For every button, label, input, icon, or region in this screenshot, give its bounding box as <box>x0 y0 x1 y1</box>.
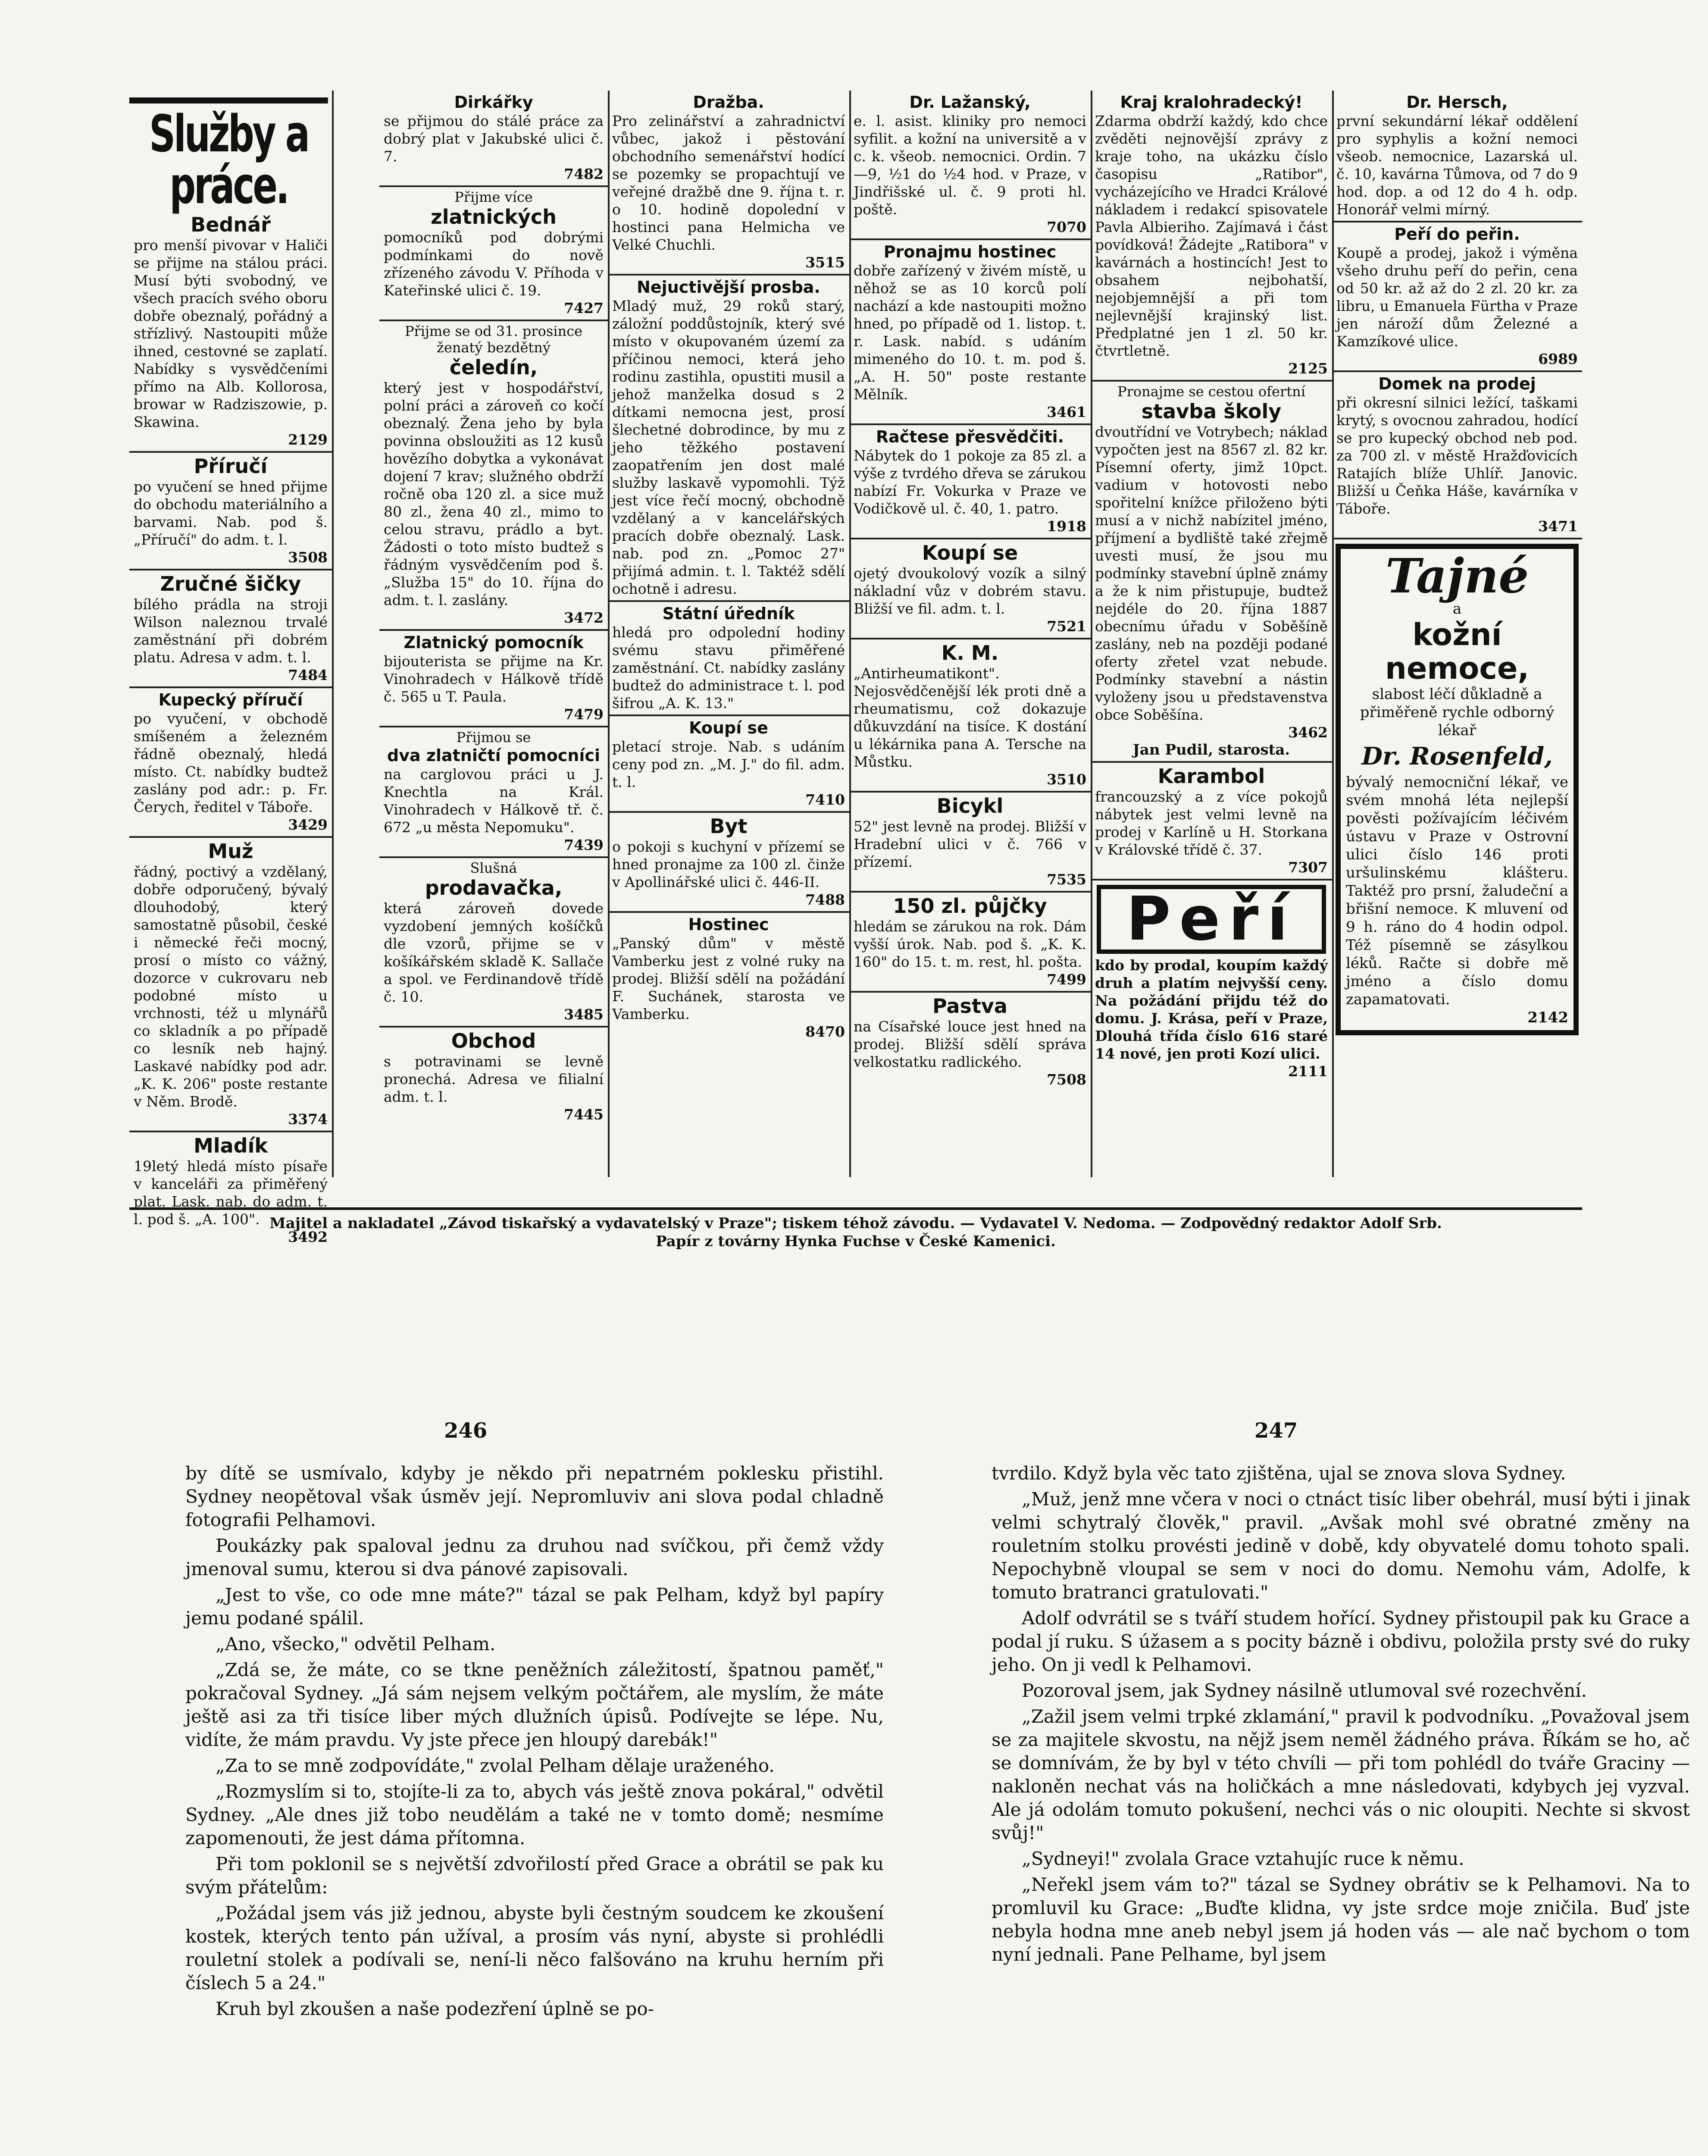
ad-heading: Dr. Hersch, <box>1406 93 1508 112</box>
box-text: slabost léčí důkladně a přiměřeně rychle odborný lékař <box>1360 686 1555 739</box>
box-title: Tajné <box>1385 548 1529 604</box>
ad-number: 2125 <box>1288 360 1328 377</box>
ad-heading: dva zlatničtí pomocníci <box>387 746 600 765</box>
ad-body: Zdarma obdrží každý, kdo chce zvěděti nejnovější zprávy z kraje toho, na ukázku číslo časopisu „Ratibor", vycházejícího ve Hradci Králové nákladem i redakcí spisovatele Pavla Albieriho. Zajímavá i část povídková! Žádejte „Ratibora" v kavárnách a hostincích! Jest to obsahem nejbohatší, nejobjemnější a při tom nejlevnější krajinský list. Předplatné jen 1 zl. 50 kr. čtvrtletně. <box>1095 113 1328 359</box>
ad-number: 7521 <box>1047 618 1086 635</box>
ad-ratibor <box>1091 91 1332 382</box>
imprint-line-1: Majitel a nakladatel „Závod tiskařský a vydavatelský v Praze"; tiskem téhož závodu. — Vydavatel V. Nedoma. — Zodpovědný redaktor Adolf Srb. <box>269 1215 1442 1232</box>
ad-number: 3472 <box>564 609 604 626</box>
ad-body: dobře zařízený v živém místě, u něhož se as 10 korců polí nachází a kde nastoupiti možno hned, po případě od 1. listop. t. r. Lask. nabíd. s udáním mimeného do 10. t. m. pod š. „A. H. 50" poste restante Mělník. <box>854 262 1086 403</box>
ad-number: 7484 <box>288 667 328 683</box>
paragraph: „Jest to vše, co ode mne máte?" tázal se pak Pelham, když byl papíry jemu podané spálil. <box>185 1584 884 1629</box>
ad-number: 2129 <box>288 431 328 448</box>
ad-heading: Státní úředník <box>662 604 795 623</box>
ad-body: „Panský dům" v městě Vamberku jest z volné ruky na prodej. Bližší sdělí na požádání F. Suchánek, starosta ve Vamberku. <box>612 935 845 1022</box>
ad-body: francouzský a z více pokojů nábytek jest velmi levně na prodej v Karlíně u H. Storkana v Královské třídě č. 37. <box>1095 788 1328 858</box>
ad-peri-do-perin <box>1332 222 1582 372</box>
ad-number: 7445 <box>564 1106 604 1123</box>
ad-heading: čeledín, <box>449 356 538 379</box>
ad-number: 3515 <box>805 254 845 271</box>
ad-body: pro menší pivovar v Haliči se přijme na stálou práci. Musí býti svobodný, ve všech pracích svého oboru dobře obeznalý, pořádný a střízlivý. Nastoupiti může ihned, cestovné se zaplatí. Nabídky s vysvědčeními přímo na Alb. Kollorosa, browar w Radziszowie, p. Skawina. <box>134 237 328 430</box>
ad-body: „Antirheumatikont". Nejosvědčenější lék proti dně a rheumatismu, což dokazuje důkuvzdání na tisíce. K dostání u lékárnika pana A. Tersche na Můstku. <box>854 665 1086 770</box>
ad-number: 2111 <box>1288 1063 1328 1080</box>
ad-body: dvoutřídní ve Votrybech; náklad vypočten jest na 8567 zl. 82 kr. Písemní oferty, jimž 10pct. vadium v hotovosti nebo spořitelní knížce přiloženo býti musí a v nichž nabízitel jméno, příjmení a bydliště také zřejmě uvesti musí, že jsou mu podmínky stavební úplně známy a že k nim přistupuje, budtež nejdéle do 20. října 1887 obecnímu úřadu v Soběšíně zaslány, neb na později podané oferty zřetel vzat nebude. Podmínky stavební a nástin vyloženy jsou u představenstva obce Soběšína. <box>1095 423 1328 723</box>
ad-number: 3461 <box>1047 404 1086 420</box>
ad-body: bijouterista se přijme na Kr. Vinohradech v Hálkově třídě č. 565 u T. Paula. <box>384 653 604 705</box>
ad-body: Pro zelinářství a zahradnictví vůbec, jakož i pěstování obchodního semenářství hodící se pozemky se propachtují ve veřejné dražbě dne 9. října t. r. o 10. hodině dopolední v hostinci pana Helmicha ve Velké Chuchli. <box>612 113 845 253</box>
page-number-right: 247 <box>1254 1419 1298 1443</box>
ad-body: po vyučení se hned přijme do obchodu materiálního a barvami. Nab. pod š. „Příručí" do adm. t. l. <box>134 478 328 548</box>
ads-column-6 <box>1332 91 1582 1177</box>
ad-heading: Příručí <box>194 454 268 478</box>
ad-kupecky <box>129 688 332 838</box>
ad-number: 7427 <box>564 300 604 317</box>
ad-subheading: Pronajme se cestou ofertní <box>1117 383 1305 400</box>
ad-number: 3510 <box>1047 771 1086 788</box>
ad-number: 1918 <box>1047 518 1086 535</box>
ad-domek <box>1332 372 1582 539</box>
ad-lazansky <box>849 91 1091 240</box>
ad-celedin <box>379 321 608 631</box>
ad-number: 3462 <box>1288 724 1328 741</box>
ad-body: řádný, poctivý a vzdělaný, dobře odporučený, bývalý dlouhodobý, který samostatně působil, české i německé řeči mocný, prosí o místo co vážný, dozorce v cukrovaru neb podobné místo u vrchnosti, též u mlynářů co skladník a po případě co lesník neb hajný. Laskavé nabídky pod adr. „K. K. 206" poste restante v Něm. Brodě. <box>134 863 328 1110</box>
ad-prodavacka <box>379 858 608 1028</box>
paragraph: „Zažil jsem velmi trpké zklamání," pravil k podvodníku. „Považoval jsem se za majitele skvostu, na nějž jsem neměl žádného práva. Říkám se ho, ač se domnívám, že by byl v této chvíli — při tom pohlédl do tváře Graciny — nakloněn nechat vás na holičkách a mne následovati, kdybych jej vyzval. Ale já odolám tomuto pokušení, nechci vás o nic oloupiti. Nechte si skvost svůj!" <box>992 1706 1690 1843</box>
story-page-left <box>185 1462 884 2023</box>
ad-heading: Byt <box>710 815 748 838</box>
ad-dva-pomocnici <box>379 727 608 858</box>
ad-body: bílého prádla na stroji Wilson naleznou trvalé zaměstnání při dobrém platu. Adresa v adm. t. l. <box>134 596 328 666</box>
ad-body: Nábytek do 1 pokoje za 85 zl. a výše z tvrdého dřeva se zárukou nabízí Fr. Vokurka v Praze ve Vodičkově ul. č. 40, 1. patro. <box>854 447 1086 517</box>
ad-byt <box>608 813 849 913</box>
ad-prosba <box>608 276 849 602</box>
ad-number: 7508 <box>1047 1071 1086 1088</box>
ad-hersch <box>1332 91 1582 222</box>
ad-body: se přijmou do stálé práce za dobrý plat v Jakubské ulici č. 7. <box>384 113 604 165</box>
paragraph: „Ano, všecko," odvětil Pelham. <box>216 1633 496 1655</box>
ad-number: 7488 <box>805 891 845 908</box>
ad-number: 7535 <box>1047 871 1086 888</box>
ad-drazba <box>608 91 849 276</box>
ad-number: 3429 <box>288 816 328 833</box>
ad-heading: Zručné šičky <box>160 572 301 595</box>
paragraph: „Zdá se, že máte, co se tkne peněžních záležitostí, špatnou paměť," pokračoval Sydney. „Já sám nejsem velkým počtářem, ale myslím, že máte ještě asi za tři tisíce liber mých dlužních úpisů. Podívejte se lépe. Nu, vidíte, že mám pravdu. Vy jste přece jen hloupý darebák!" <box>185 1659 884 1750</box>
ad-body: hledá pro odpolední hodiny svému stavu přiměřené zaměstnání. Ct. nabídky zaslány budtež do administrace t. l. pod šifrou „A. K. 13." <box>612 624 845 711</box>
ad-heading: Mladík <box>194 1134 268 1157</box>
ad-body: na carglovou práci u J. Knechtla na Král. Vinohradech v Hálkově tř. č. 672 „u města Nepomuku". <box>384 766 604 836</box>
ad-body: první sekundární lékař oddělení pro syphylis a kožní nemoci všeob. nemocnice, Lazarská ul. č. 10, kavárna Tůmova, od 7 do 9 hod. dop. a od 12 do 4 h. odp. Honorář velmi mírný. <box>1336 113 1578 218</box>
paragraph: Poukázky pak spaloval jednu za druhou nad svíčkou, při čemž vždy jmenoval sumu, kterou si dva pánové zapisovali. <box>185 1535 884 1579</box>
ad-body: pletací stroje. Nab. s udáním ceny pod zn. „M. J." do fil. adm. t. l. <box>612 738 845 790</box>
ad-body: hledám se zárukou na rok. Dám vyšší úrok. Nab. pod š. „K. K. 160" do 15. t. m. rest, hl. pošta. <box>854 918 1086 970</box>
ad-zlatnickych <box>379 187 608 321</box>
ad-peri-banner: Peří <box>1097 885 1326 954</box>
paragraph: tvrdilo. Když byla věc tato zjištěna, ujal se znova slova Sydney. <box>992 1463 1566 1484</box>
ad-body: e. l. asist. kliniky pro nemoci syfilit. a kožní na universitě a v c. k. všeob. nemocnici. Ordin. 7—9, ½1 do ½4 hod. v Praze, v Jindřišské ul. č. 9 proti hl. poště. <box>854 113 1086 218</box>
ad-heading: 150 zl. půjčky <box>893 894 1047 918</box>
ad-heading: Bicykl <box>936 794 1004 818</box>
ads-column-4 <box>849 91 1092 1177</box>
ad-number: 3374 <box>288 1111 328 1128</box>
box-body: bývalý nemocniční lékař, ve svém mnohá léta nejlepší pověsti požívajícím léčivém ústavu v Praze v Ostrovní ulici číslo 146 proti uršulinskému klášteru. Taktéž pro prsní, žaludeční a břišní nemoce. K mluvení od 9 h. ráno do 4 hodin odpol. Též písemně se zásylkou léků. Račte si dobře mě jméno a číslo domu zapamatovati. <box>1346 774 1568 1008</box>
ads-column-5 <box>1091 91 1334 1177</box>
story-page-right <box>992 1462 1690 1969</box>
paragraph: „Za to se mně zodpovídáte," zvolal Pelham dělaje uraženého. <box>216 1755 775 1776</box>
ad-heading: Dr. Lažanský, <box>909 93 1031 112</box>
imprint-line-2: Papír z továrny Hynka Fuchse v České Kamenici. <box>656 1233 1056 1250</box>
ad-heading: Pronajmu hostinec <box>883 242 1057 261</box>
paragraph: „Sydneyi!" zvolala Grace vztahujíc ruce k němu. <box>1022 1848 1464 1869</box>
ad-number: 7482 <box>564 166 604 182</box>
ad-number: 3492 <box>288 1228 328 1245</box>
ad-stavba-skoly <box>1091 382 1332 763</box>
ad-heading: zlatnických <box>431 205 557 229</box>
ad-heading: prodavačka, <box>425 876 563 899</box>
ad-subheading: Přijmou se <box>456 729 531 746</box>
ad-heading: Kraj kralohradecký! <box>1120 93 1303 112</box>
ad-heading: Bednář <box>191 213 271 236</box>
ad-heading: Koupí se <box>922 541 1018 564</box>
ad-heading: Karambol <box>1157 765 1265 788</box>
ad-body: Koupě a prodej, jakož i výměna všeho druhu peří do peřin, cena od 50 kr. až až do 2 zl. 20 kr. za libru, u Emanuela Fürtha v Praze jen nároží dům Železné a Kamzíkové ulice. <box>1336 244 1578 350</box>
ad-subheading: Přijme se od 31. prosince ženatý bezdětný <box>404 323 583 356</box>
ad-number: 3471 <box>1538 518 1578 535</box>
ad-pronajmu-hostinec <box>849 240 1091 425</box>
ad-heading: Nejuctivější prosba. <box>637 278 820 297</box>
ad-body: při okresní silnici ležící, taškami krytý, s ovocnou zahradou, hodící se pro kupecký obchod neb pod. za 700 zl. v městě Hražďovicích Ratajích blíže Uhlíř. Janovic. Bližší u Čeňka Háše, kavárníka v Táboře. <box>1336 394 1578 517</box>
imprint-footer <box>129 1207 1582 1250</box>
ad-number: 3485 <box>564 1006 604 1023</box>
ad-number: 7479 <box>564 706 604 723</box>
paragraph: Pozoroval jsem, jak Sydney násilně utlumoval své rozechvění. <box>1022 1680 1587 1701</box>
ad-bicykl <box>849 793 1091 893</box>
ad-number: 8470 <box>805 1023 845 1040</box>
ad-heading: Pastva <box>932 994 1007 1018</box>
ad-heading: Koupí se <box>689 718 768 737</box>
paragraph: Kruh byl zkoušen a naše podezření úplně se po- <box>216 1998 654 2019</box>
box-subtitle: kožní nemoce, <box>1385 617 1529 686</box>
ad-prirucí <box>129 453 332 570</box>
ad-heading: Domek na prodej <box>1378 374 1536 393</box>
ad-body: na Císařské louce jest hned na prodej. Bližší sdělí správa velkostatku radlického. <box>854 1018 1086 1070</box>
ad-heading: K. M. <box>941 641 999 664</box>
ad-body: 19letý hledá místo písaře v kanceláři za přiměřený plat. Lask. nab. do adm. t. l. pod š. „A. 100". <box>134 1158 328 1228</box>
ad-rosenfeld-box <box>1336 544 1579 1035</box>
ad-bednar <box>129 211 332 453</box>
ad-body: která zároveň dovede vyzdobení jemných košíčků dle vzorů, přijme se v košíkářském skladě K. Sallače a spol. ve Ferdinandově třídě č. 10. <box>384 900 604 1005</box>
ad-number: 6989 <box>1538 351 1578 367</box>
ad-nabytek <box>849 425 1091 539</box>
box-doctor-name: Dr. Rosenfeld, <box>1361 742 1553 771</box>
ad-body: o pokoji s kuchyní v přízemí se hned pronajme za 100 zl. činže v Apollinářské ulici č. 446-II. <box>612 838 845 890</box>
ad-heading: Peří do peřin. <box>1394 225 1520 244</box>
ad-body: po vyučení, v obchodě smíšeném a železném řádně obeznalý, hledá místo. Ct. nabídky budtež zaslány pod adr.: p. Fr. Čerych, ředitel v Táboře. <box>134 710 328 815</box>
paragraph: by dítě se usmívalo, kdyby je někdo při nepatrném poklesku přistihl. Sydney neopětoval však úsměv její. Nepromluviv ani slova podal chladně fotografii Pelhamovi. <box>185 1463 884 1530</box>
ad-statni-urednik <box>608 602 849 716</box>
paragraph: „Muž, jenž mne včera v noci o ctnáct tisíc liber obehrál, musí býti i jinak velmi schytralý člověk," pravil. „Avšak mohl své obratné změny na rouletním stolku provésti jedině v době, kdy obyvatelé domu tohoto spali. Nepochybně vloupal se sem v noci do domu. Nemohu vám, Adolfe, k tomuto bratranci gratulovati." <box>992 1489 1690 1603</box>
ad-number: 7410 <box>805 791 845 808</box>
ad-body: kdo by prodal, koupím každý druh a platím nejvyšší ceny. Na požádání přijdu též do domu. J. Krása, peří v Praze, Dlouhá třída číslo 616 staré 14 nové, jen proti Kozí ulici. <box>1095 957 1328 1062</box>
box-number: 2142 <box>1527 1009 1568 1026</box>
ad-km <box>849 639 1091 793</box>
ad-pastva <box>849 993 1091 1091</box>
ad-signature: Jan Pudil, starosta. <box>1132 741 1290 758</box>
ad-heading: Kupecký příručí <box>158 690 303 709</box>
ad-heading: Zlatnický pomocník <box>404 633 584 652</box>
ads-column-2 <box>379 91 610 1177</box>
ad-heading: stavba školy <box>1141 400 1282 423</box>
ads-column-1 <box>129 91 334 1245</box>
box-conjunction: a <box>1452 600 1462 617</box>
ad-heading: Dražba. <box>693 93 764 112</box>
ad-heading: Hostinec <box>688 915 769 934</box>
ad-heading: Račtese přesvědčiti. <box>876 427 1064 446</box>
ad-subheading: Slušná <box>470 860 517 876</box>
ad-number: 7307 <box>1288 859 1328 876</box>
ad-number: 7070 <box>1047 219 1086 235</box>
ad-pujcky <box>849 893 1091 993</box>
ad-hostinec <box>608 913 849 1043</box>
ad-number: 7499 <box>1047 971 1086 988</box>
ad-muz <box>129 838 332 1132</box>
ad-peri-krasa <box>1091 881 1332 1083</box>
section-masthead: Služby a práce. <box>129 97 328 211</box>
paragraph: „Požádal jsem vás již jednou, abyste byli čestným soudcem ke zkoušení kostek, kterých tento pán užíval, a prosím vás nyní, abyste si prohlédli rouletní stolek a podívali se, není-li něco falšováno na kruhu herním při číslech 5 a 24." <box>185 1902 884 1993</box>
ads-column-3 <box>608 91 851 1177</box>
ad-koupi-se-stroje <box>608 716 849 813</box>
ad-number: 7439 <box>564 837 604 853</box>
paragraph: „Rozmyslím si to, stojíte-li za to, abych vás ještě znova pokáral," odvětil Sydney. „Ale dnes již tobo neudělám a také ne v tomto domě; nesmíme zapomenouti, že jest dáma přítomna. <box>185 1781 884 1849</box>
ad-body: pomocníků pod dobrými podmínkami do nově zřízeného závodu V. Příhoda v Kateřinské ulici č. 19. <box>384 229 604 299</box>
paragraph: „Neřekl jsem vám to?" tázal se Sydney obrátiv se k Pelhamovi. Na to promluvil ku Grace: „Buďte klidna, vy jste srdce moje zničila. Buď jste nebyla hodna mne aneb nebyl jsem já hoden vás — ale nač bychom o tom nyní jednali. Pane Pelhame, byl jsem <box>992 1874 1690 1965</box>
ad-body: 52" jest levně na prodej. Bližší v Hradební ulici v č. 766 v přízemí. <box>854 818 1086 870</box>
ad-number: 3508 <box>288 549 328 566</box>
page-number-left: 246 <box>444 1419 488 1443</box>
ad-heading: Muž <box>208 840 253 863</box>
ad-body: s potravinami se levně pronechá. Adresa ve filialní adm. t. l. <box>384 1053 604 1105</box>
paragraph: Při tom poklonil se s největší zdvořilostí před Grace a obrátil se pak ku svým přátelům: <box>185 1853 884 1898</box>
ad-zlatnicky-pomocnik <box>379 631 608 727</box>
ad-body: ojetý dvoukolový vozík a silný nákladní vůz v dobrém stavu. Bližší ve fil. adm. t. l. <box>854 565 1086 617</box>
ad-obchod <box>379 1028 608 1126</box>
paragraph: Adolf odvrátil se s tváří studem hořící. Sydney přistoupil pak ku Grace a podal jí ruku. S úžasem a s pocity bázně i obdivu, položila prsty své do ruky jeho. On ji vedl k Pelhamovi. <box>992 1608 1690 1675</box>
ad-heading: Obchod <box>451 1029 536 1053</box>
ad-karambol <box>1091 763 1332 881</box>
ad-body: který jest v hospodářství, polní práci a zároveň co kočí obeznalý. Žena jeho by byla povinna obsloužiti as 12 kusů hovězího dobytka a vykonávat dojení 7 krav; služného obdrží ročně oba 120 zl. a sice muž 80 zl., žena 40 zl., mimo to celou stravu, prádlo a byt. Žádosti o toto místo budtež s řádným vysvědčením pod š. „Služba 15" do 10. října do adm. t. l. zaslány. <box>384 379 604 608</box>
ad-dirkarky <box>379 91 608 187</box>
ad-koupi-se-vozik <box>849 539 1091 639</box>
ad-body: Mladý muž, 29 roků starý, záložní poddůstojník, který své místo v okupovaném území za příčinou nemoci, která jeho rodinu zastihla, opustiti musil a jehož manželka dosud s 2 dítkami nemocna jest, prosí šlechetné dobrodince, by mu z jeho těžkého postavení zaopatřením jen dost malé služby laskavě vypomohli. Týž jest více řečí mocný, obchodně vzdělaný a v kancelářských pracích dobře obeznalý. Lask. nab. pod zn. „Pomoc 27" přijímá admin. t. l. Taktéž sdělí ochotně i adresu. <box>612 298 845 597</box>
ad-heading: Dirkářky <box>454 93 533 112</box>
ad-sicky <box>129 570 332 688</box>
ad-subheading: Přijme více <box>454 189 533 205</box>
